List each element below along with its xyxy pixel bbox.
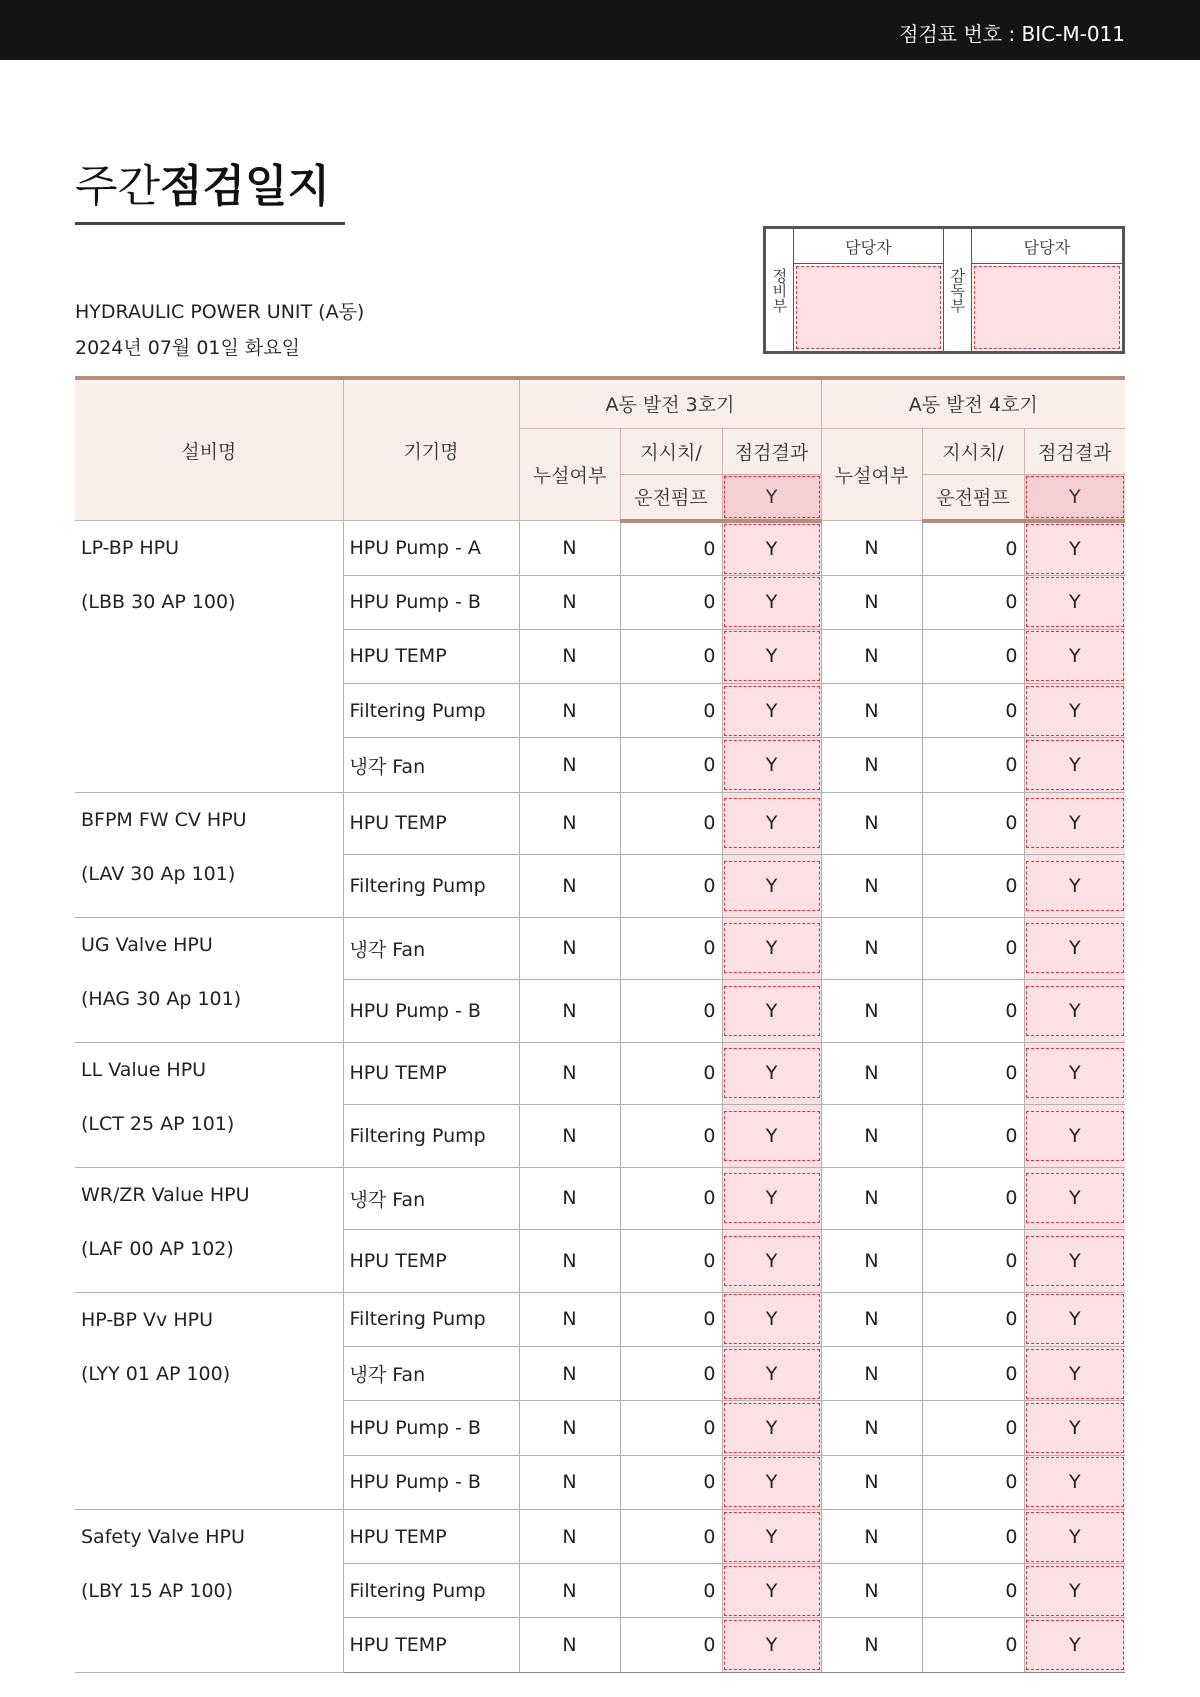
indicator-a[interactable]: 0: [620, 917, 722, 980]
result-b-field[interactable]: Y: [1026, 1111, 1125, 1161]
approval-dept-supervision: 감독부: [944, 229, 972, 351]
leak-b[interactable]: N: [821, 629, 922, 683]
result-header-b-cell: [1024, 474, 1125, 521]
result-a-field[interactable]: Y: [724, 1512, 820, 1562]
result-a-cell: [722, 1564, 821, 1618]
device-name: 냉각 Fan: [343, 1167, 519, 1230]
result-header-b-field[interactable]: Y: [1026, 476, 1125, 518]
result-b-field[interactable]: Y: [1026, 631, 1125, 681]
table-row: [75, 521, 1125, 576]
indicator-b[interactable]: 0: [922, 521, 1024, 576]
indicator-a[interactable]: 0: [620, 792, 722, 855]
leak-b[interactable]: N: [821, 684, 922, 738]
device-name: Filtering Pump: [343, 684, 519, 738]
approval-column-maintenance: [794, 229, 944, 351]
result-a-field[interactable]: Y: [724, 1349, 820, 1399]
leak-b[interactable]: N: [821, 980, 922, 1043]
table-row: [75, 1509, 1125, 1563]
leak-a[interactable]: N: [519, 792, 620, 855]
result-a-field[interactable]: Y: [724, 1457, 820, 1507]
facility-cell: [75, 1167, 343, 1292]
result-a-field[interactable]: Y: [724, 740, 820, 790]
indicator-b[interactable]: 0: [922, 855, 1024, 918]
indicator-b[interactable]: 0: [922, 575, 1024, 629]
approval-column-supervision: [972, 229, 1122, 351]
facility-name: LL Value HPU: [81, 1058, 207, 1081]
indicator-b[interactable]: 0: [922, 1167, 1024, 1230]
indicator-a[interactable]: 0: [620, 575, 722, 629]
leak-b[interactable]: N: [821, 1292, 922, 1346]
result-b-field[interactable]: Y: [1026, 798, 1125, 848]
approval-head: 담당자: [794, 229, 943, 264]
result-b-field[interactable]: Y: [1026, 1048, 1125, 1098]
indicator-b[interactable]: 0: [922, 980, 1024, 1043]
signature-field-supervision[interactable]: [974, 266, 1120, 349]
indicator-b[interactable]: 0: [922, 1105, 1024, 1168]
indicator-a[interactable]: 0: [620, 684, 722, 738]
facility-code: (LBB 30 AP 100): [81, 591, 236, 613]
col-facility: 설비명: [75, 378, 343, 521]
result-b-cell: [1024, 575, 1125, 629]
facility-code: (LCT 25 AP 101): [81, 1112, 235, 1135]
leak-b[interactable]: N: [821, 1564, 922, 1618]
indicator-b[interactable]: 0: [922, 629, 1024, 683]
indicator-a[interactable]: 0: [620, 1042, 722, 1105]
indicator-b[interactable]: 0: [922, 1564, 1024, 1618]
indicator-a[interactable]: 0: [620, 1167, 722, 1230]
result-b-cell: [1024, 629, 1125, 683]
result-a-field[interactable]: Y: [724, 524, 820, 574]
device-name: HPU TEMP: [343, 1042, 519, 1105]
device-name: HPU TEMP: [343, 1230, 519, 1293]
indicator-a[interactable]: 0: [620, 1401, 722, 1455]
result-a-cell: [722, 1042, 821, 1105]
unit-name: HYDRAULIC POWER UNIT (A동): [75, 301, 365, 323]
result-b-field[interactable]: Y: [1026, 740, 1125, 790]
leak-a[interactable]: N: [519, 1564, 620, 1618]
inspection-table: [75, 376, 1125, 1673]
result-a-cell: [722, 917, 821, 980]
result-b-cell: [1024, 1509, 1125, 1563]
leak-b[interactable]: N: [821, 855, 922, 918]
result-a-cell: [722, 980, 821, 1043]
leak-b[interactable]: N: [821, 1509, 922, 1563]
facility-cell: [75, 1509, 343, 1672]
device-name: HPU Pump - A: [343, 521, 519, 576]
result-b-field[interactable]: Y: [1026, 986, 1125, 1036]
result-b-field[interactable]: Y: [1026, 923, 1125, 973]
col-result-a: 점검결과: [722, 428, 821, 474]
result-b-cell: [1024, 1292, 1125, 1346]
result-b-cell: [1024, 1401, 1125, 1455]
result-b-field[interactable]: Y: [1026, 1349, 1125, 1399]
result-b-cell: [1024, 738, 1125, 792]
result-a-cell: [722, 521, 821, 576]
table-row: [75, 792, 1125, 855]
result-b-field[interactable]: Y: [1026, 1457, 1125, 1507]
leak-a[interactable]: N: [519, 980, 620, 1043]
facility-name: HP-BP Vv HPU: [81, 1308, 213, 1331]
result-b-cell: [1024, 1346, 1125, 1400]
indicator-a[interactable]: 0: [620, 1618, 722, 1672]
indicator-b[interactable]: 0: [922, 1618, 1024, 1672]
result-a-cell: [722, 684, 821, 738]
group-header-b: A동 발전 4호기: [821, 378, 1125, 428]
indicator-b[interactable]: 0: [922, 1509, 1024, 1563]
indicator-b[interactable]: 0: [922, 1346, 1024, 1400]
indicator-b[interactable]: 0: [922, 738, 1024, 792]
result-a-cell: [722, 1618, 821, 1672]
indicator-a[interactable]: 0: [620, 629, 722, 683]
leak-a[interactable]: N: [519, 1401, 620, 1455]
result-a-cell: [722, 1401, 821, 1455]
title-light: 주간: [75, 161, 161, 212]
result-a-cell: [722, 1230, 821, 1293]
result-b-cell: [1024, 792, 1125, 855]
leak-a[interactable]: N: [519, 521, 620, 576]
device-name: HPU TEMP: [343, 629, 519, 683]
result-a-cell: [722, 1292, 821, 1346]
facility-cell: [75, 792, 343, 917]
title-underline: [75, 222, 345, 225]
leak-a[interactable]: N: [519, 629, 620, 683]
indicator-b[interactable]: 0: [922, 1401, 1024, 1455]
leak-a[interactable]: N: [519, 1230, 620, 1293]
result-a-field[interactable]: Y: [724, 1566, 820, 1616]
result-b-cell: [1024, 1618, 1125, 1672]
leak-b[interactable]: N: [821, 917, 922, 980]
indicator-b[interactable]: 0: [922, 1455, 1024, 1509]
result-b-cell: [1024, 980, 1125, 1043]
leak-b[interactable]: N: [821, 792, 922, 855]
device-name: 냉각 Fan: [343, 917, 519, 980]
result-b-cell: [1024, 521, 1125, 576]
leak-b[interactable]: N: [821, 521, 922, 576]
leak-b[interactable]: N: [821, 1042, 922, 1105]
result-a-field[interactable]: Y: [724, 1620, 820, 1670]
result-a-cell: [722, 792, 821, 855]
result-b-field[interactable]: Y: [1026, 1403, 1125, 1453]
indicator-b[interactable]: 0: [922, 684, 1024, 738]
leak-b[interactable]: N: [821, 1346, 922, 1400]
indicator-a[interactable]: 0: [620, 1455, 722, 1509]
leak-a[interactable]: N: [519, 1042, 620, 1105]
col-leak-b: 누설여부: [821, 428, 922, 521]
result-b-cell: [1024, 1105, 1125, 1168]
doc-number: 점검표 번호 : BIC-M-011: [899, 22, 1125, 46]
result-a-field[interactable]: Y: [724, 1048, 820, 1098]
device-name: HPU TEMP: [343, 792, 519, 855]
result-header-a-field[interactable]: Y: [724, 476, 820, 518]
indicator-b[interactable]: 0: [922, 917, 1024, 980]
result-b-field[interactable]: Y: [1026, 1173, 1125, 1223]
result-b-field[interactable]: Y: [1026, 1566, 1125, 1616]
leak-b[interactable]: N: [821, 1105, 922, 1168]
col-indicator-b-line2: 운전펌프: [922, 474, 1024, 521]
indicator-a[interactable]: 0: [620, 1105, 722, 1168]
leak-a[interactable]: N: [519, 1509, 620, 1563]
device-name: 냉각 Fan: [343, 738, 519, 792]
indicator-a[interactable]: 0: [620, 1346, 722, 1400]
result-a-field[interactable]: Y: [724, 1111, 820, 1161]
indicator-a[interactable]: 0: [620, 855, 722, 918]
result-a-field[interactable]: Y: [724, 631, 820, 681]
facility-name: BFPM FW CV HPU: [81, 808, 247, 831]
leak-b[interactable]: N: [821, 1401, 922, 1455]
facility-name: WR/ZR Value HPU: [81, 1183, 250, 1206]
result-b-field[interactable]: Y: [1026, 1294, 1125, 1344]
device-name: HPU Pump - B: [343, 980, 519, 1043]
result-a-field[interactable]: Y: [724, 986, 820, 1036]
leak-b[interactable]: N: [821, 1230, 922, 1293]
result-a-cell: [722, 575, 821, 629]
col-indicator-a-line2: 운전펌프: [620, 474, 722, 521]
leak-a[interactable]: N: [519, 855, 620, 918]
leak-b[interactable]: N: [821, 1455, 922, 1509]
result-b-cell: [1024, 1230, 1125, 1293]
result-a-field[interactable]: Y: [724, 861, 820, 911]
indicator-a[interactable]: 0: [620, 980, 722, 1043]
result-a-field[interactable]: Y: [724, 1236, 820, 1286]
result-b-field[interactable]: Y: [1026, 861, 1125, 911]
table-body: [75, 521, 1125, 1673]
leak-b[interactable]: N: [821, 1618, 922, 1672]
facility-code: (LAF 00 AP 102): [81, 1237, 234, 1260]
result-a-field[interactable]: Y: [724, 1403, 820, 1453]
result-b-field[interactable]: Y: [1026, 686, 1125, 736]
result-b-cell: [1024, 1042, 1125, 1105]
facility-cell: [75, 917, 343, 1042]
approval-box: [763, 226, 1125, 354]
indicator-a[interactable]: 0: [620, 1292, 722, 1346]
result-a-field[interactable]: Y: [724, 923, 820, 973]
leak-a[interactable]: N: [519, 1346, 620, 1400]
device-name: Filtering Pump: [343, 1105, 519, 1168]
device-name: HPU Pump - B: [343, 575, 519, 629]
device-name: HPU TEMP: [343, 1618, 519, 1672]
leak-a[interactable]: N: [519, 1105, 620, 1168]
indicator-b[interactable]: 0: [922, 1230, 1024, 1293]
indicator-a[interactable]: 0: [620, 521, 722, 576]
col-leak-a: 누설여부: [519, 428, 620, 521]
facility-name: Safety Valve HPU: [81, 1525, 245, 1548]
facility-cell: [75, 521, 343, 793]
leak-a[interactable]: N: [519, 738, 620, 792]
facility-code: (LYY 01 AP 100): [81, 1362, 231, 1385]
result-a-cell: [722, 1105, 821, 1168]
signature-field-maintenance[interactable]: [796, 266, 941, 349]
indicator-a[interactable]: 0: [620, 1230, 722, 1293]
result-a-field[interactable]: Y: [724, 1173, 820, 1223]
table-row: [75, 1167, 1125, 1230]
facility-cell: [75, 1042, 343, 1167]
device-name: Filtering Pump: [343, 1292, 519, 1346]
leak-b[interactable]: N: [821, 1167, 922, 1230]
result-a-cell: [722, 629, 821, 683]
col-result-b: 점검결과: [1024, 428, 1125, 474]
col-device: 기기명: [343, 378, 519, 521]
table-row: [75, 1042, 1125, 1105]
result-b-field[interactable]: Y: [1026, 577, 1125, 627]
facility-code: (LBY 15 AP 100): [81, 1579, 234, 1602]
result-a-field[interactable]: Y: [724, 798, 820, 848]
result-a-cell: [722, 1509, 821, 1563]
result-a-field[interactable]: Y: [724, 577, 820, 627]
indicator-b[interactable]: 0: [922, 1042, 1024, 1105]
indicator-a[interactable]: 0: [620, 738, 722, 792]
device-name: HPU TEMP: [343, 1509, 519, 1563]
indicator-a[interactable]: 0: [620, 1509, 722, 1563]
result-b-field[interactable]: Y: [1026, 524, 1125, 574]
device-name: HPU Pump - B: [343, 1401, 519, 1455]
facility-code: (HAG 30 Ap 101): [81, 987, 242, 1010]
result-a-cell: [722, 1167, 821, 1230]
result-header-a-cell: [722, 474, 821, 521]
facility-name: UG Valve HPU: [81, 933, 213, 956]
table-row: [75, 1292, 1125, 1346]
result-b-cell: [1024, 1167, 1125, 1230]
result-b-cell: [1024, 1564, 1125, 1618]
result-a-cell: [722, 738, 821, 792]
result-a-field[interactable]: Y: [724, 686, 820, 736]
result-b-cell: [1024, 855, 1125, 918]
title-bold: 점검일지: [160, 161, 331, 212]
result-a-cell: [722, 1455, 821, 1509]
leak-a[interactable]: N: [519, 917, 620, 980]
indicator-a[interactable]: 0: [620, 1564, 722, 1618]
device-name: 냉각 Fan: [343, 1346, 519, 1400]
group-header-a: A동 발전 3호기: [519, 378, 821, 428]
result-a-cell: [722, 855, 821, 918]
device-name: Filtering Pump: [343, 1564, 519, 1618]
leak-a[interactable]: N: [519, 575, 620, 629]
table-row: [75, 917, 1125, 980]
result-a-field[interactable]: Y: [724, 1294, 820, 1344]
leak-a[interactable]: N: [519, 1292, 620, 1346]
facility-name: LP-BP HPU: [81, 537, 179, 559]
result-b-field[interactable]: Y: [1026, 1236, 1125, 1286]
device-name: HPU Pump - B: [343, 1455, 519, 1509]
result-a-cell: [722, 1346, 821, 1400]
col-indicator-b-line1: 지시치/: [922, 428, 1024, 474]
leak-a[interactable]: N: [519, 1455, 620, 1509]
result-b-field[interactable]: Y: [1026, 1512, 1125, 1562]
result-b-field[interactable]: Y: [1026, 1620, 1125, 1670]
leak-a[interactable]: N: [519, 1618, 620, 1672]
device-name: Filtering Pump: [343, 855, 519, 918]
inspection-date: 2024년 07월 01일 화요일: [75, 337, 300, 359]
leak-a[interactable]: N: [519, 1167, 620, 1230]
page-title: [75, 150, 330, 214]
indicator-b[interactable]: 0: [922, 1292, 1024, 1346]
result-b-cell: [1024, 684, 1125, 738]
indicator-b[interactable]: 0: [922, 792, 1024, 855]
result-b-cell: [1024, 1455, 1125, 1509]
facility-code: (LAV 30 Ap 101): [81, 862, 236, 885]
leak-b[interactable]: N: [821, 738, 922, 792]
col-indicator-a-line1: 지시치/: [620, 428, 722, 474]
leak-b[interactable]: N: [821, 575, 922, 629]
top-bar: [0, 0, 1200, 60]
result-b-cell: [1024, 917, 1125, 980]
approval-head: 담당자: [972, 229, 1122, 264]
approval-dept-maintenance: 정비부: [766, 229, 794, 351]
leak-a[interactable]: N: [519, 684, 620, 738]
facility-cell: [75, 1292, 343, 1509]
